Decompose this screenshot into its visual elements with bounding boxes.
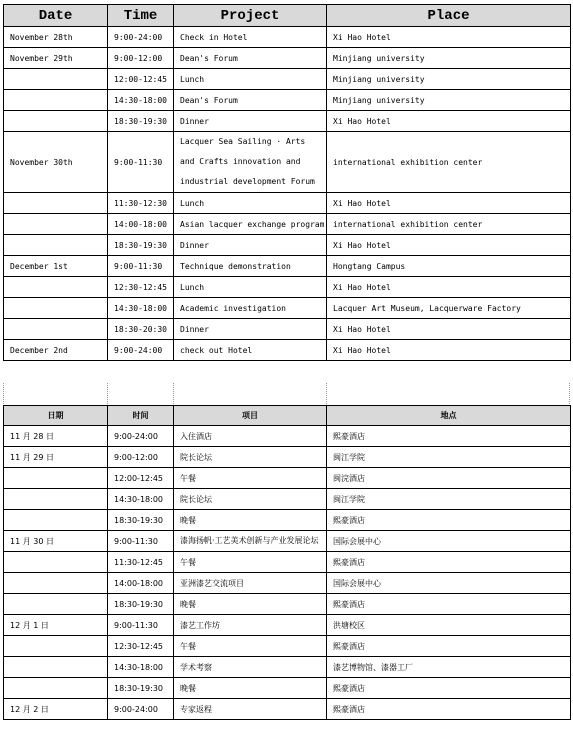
project-cell: 院长论坛 (174, 489, 327, 510)
date-cell (4, 298, 108, 319)
header-project: 项目 (174, 406, 327, 426)
date-cell (4, 636, 108, 657)
place-cell: Xi Hao Hotel (327, 235, 571, 256)
time-cell: 14:00-18:00 (108, 214, 174, 235)
project-cell: 晚餐 (174, 594, 327, 615)
table-row (4, 426, 571, 447)
table-row (4, 193, 571, 214)
table-row (4, 594, 571, 615)
header-place: Place (327, 5, 571, 27)
time-cell: 9:00-11:30 (108, 531, 174, 552)
place-cell: 熙豪酒店 (327, 678, 571, 699)
table-row (4, 510, 571, 531)
table-row (4, 615, 571, 636)
place-cell: 闽浣酒店 (327, 468, 571, 489)
place-cell: Lacquer Art Museum, Lacquerware Factory (327, 298, 571, 319)
project-cell: Lunch (174, 69, 327, 90)
date-cell (4, 573, 108, 594)
time-cell: 11:30-12:30 (108, 193, 174, 214)
table-row (4, 678, 571, 699)
table-gap (3, 383, 570, 404)
project-cell: Lacquer Sea Sailing · Arts and Crafts innovation and industrial development Forum (174, 132, 327, 193)
time-cell: 9:00-11:30 (108, 256, 174, 277)
project-cell: Check in Hotel (174, 27, 327, 48)
place-cell: Hongtang Campus (327, 256, 571, 277)
time-cell: 18:30-19:30 (108, 235, 174, 256)
project-cell: 院长论坛 (174, 447, 327, 468)
project-cell: Technique demonstration (174, 256, 327, 277)
time-cell: 9:00-24:00 (108, 699, 174, 720)
header-place: 地点 (327, 406, 571, 426)
table-row (4, 552, 571, 573)
date-cell (4, 510, 108, 531)
date-cell: December 2nd (4, 340, 108, 361)
date-cell (4, 678, 108, 699)
project-cell: Academic investigation (174, 298, 327, 319)
time-cell: 12:30-12:45 (108, 636, 174, 657)
header-date: Date (4, 5, 108, 27)
date-cell (4, 489, 108, 510)
table-row (4, 69, 571, 90)
place-cell: 熙豪酒店 (327, 594, 571, 615)
table-row (4, 657, 571, 678)
date-cell (4, 657, 108, 678)
place-cell: 闽江学院 (327, 447, 571, 468)
time-cell: 18:30-20:30 (108, 319, 174, 340)
place-cell: Xi Hao Hotel (327, 193, 571, 214)
date-cell (4, 111, 108, 132)
project-cell: 漆艺工作坊 (174, 615, 327, 636)
table-row (4, 699, 571, 720)
time-cell: 14:00-18:00 (108, 573, 174, 594)
date-cell (4, 468, 108, 489)
date-cell: November 28th (4, 27, 108, 48)
place-cell: 闽江学院 (327, 489, 571, 510)
place-cell: Minjiang university (327, 48, 571, 69)
place-cell: 国际会展中心 (327, 531, 571, 552)
chinese-schedule-table (3, 405, 571, 720)
project-cell: 专家返程 (174, 699, 327, 720)
time-cell: 18:30-19:30 (108, 111, 174, 132)
time-cell: 18:30-19:30 (108, 594, 174, 615)
time-cell: 18:30-19:30 (108, 678, 174, 699)
time-cell: 12:00-12:45 (108, 468, 174, 489)
english-schedule-table (3, 4, 571, 361)
project-cell: 晚餐 (174, 510, 327, 531)
table-row (4, 132, 571, 193)
date-cell: 12 月 1 日 (4, 615, 108, 636)
project-cell: 漆海扬帆·工艺美术创新与产业发展论坛 (174, 531, 327, 552)
project-cell: Dinner (174, 111, 327, 132)
place-cell: 熙豪酒店 (327, 426, 571, 447)
table-row (4, 447, 571, 468)
header-row (4, 5, 571, 27)
table-row (4, 298, 571, 319)
project-cell: check out Hotel (174, 340, 327, 361)
project-cell: 午餐 (174, 636, 327, 657)
project-cell: 午餐 (174, 552, 327, 573)
place-cell: Xi Hao Hotel (327, 319, 571, 340)
project-cell: Dean's Forum (174, 48, 327, 69)
date-cell (4, 319, 108, 340)
table-row (4, 531, 571, 552)
place-cell: international exhibition center (327, 132, 571, 193)
date-cell: December 1st (4, 256, 108, 277)
date-cell: November 30th (4, 132, 108, 193)
project-cell: Dean's Forum (174, 90, 327, 111)
header-time: Time (108, 5, 174, 27)
place-cell: 熙豪酒店 (327, 636, 571, 657)
header-row (4, 406, 571, 426)
table-row (4, 256, 571, 277)
time-cell: 9:00-11:30 (108, 615, 174, 636)
table-row (4, 573, 571, 594)
place-cell: international exhibition center (327, 214, 571, 235)
time-cell: 14:30-18:00 (108, 489, 174, 510)
table-row (4, 340, 571, 361)
table-row (4, 468, 571, 489)
table-row (4, 27, 571, 48)
header-project: Project (174, 5, 327, 27)
time-cell: 18:30-19:30 (108, 510, 174, 531)
date-cell: 12 月 2 日 (4, 699, 108, 720)
place-cell: Xi Hao Hotel (327, 340, 571, 361)
place-cell: Xi Hao Hotel (327, 111, 571, 132)
time-cell: 12:30-12:45 (108, 277, 174, 298)
time-cell: 9:00-11:30 (108, 132, 174, 193)
date-cell: 11 月 28 日 (4, 426, 108, 447)
table-row (4, 489, 571, 510)
project-cell: Lunch (174, 277, 327, 298)
place-cell: 漆艺博物馆、漆器工厂 (327, 657, 571, 678)
header-time: 时间 (108, 406, 174, 426)
time-cell: 14:30-18:00 (108, 657, 174, 678)
project-cell: 午餐 (174, 468, 327, 489)
place-cell: 熙豪酒店 (327, 552, 571, 573)
time-cell: 9:00-12:00 (108, 48, 174, 69)
date-cell (4, 277, 108, 298)
date-cell: 11 月 29 日 (4, 447, 108, 468)
place-cell: 熙豪酒店 (327, 510, 571, 531)
date-cell (4, 90, 108, 111)
date-cell (4, 594, 108, 615)
table-row (4, 90, 571, 111)
date-cell (4, 214, 108, 235)
project-cell: 亚洲漆艺交流项目 (174, 573, 327, 594)
date-cell (4, 552, 108, 573)
time-cell: 14:30-18:00 (108, 298, 174, 319)
table-row (4, 636, 571, 657)
place-cell: Xi Hao Hotel (327, 27, 571, 48)
place-cell: 国际会展中心 (327, 573, 571, 594)
project-cell: 入住酒店 (174, 426, 327, 447)
time-cell: 11:30-12:45 (108, 552, 174, 573)
place-cell: Minjiang university (327, 90, 571, 111)
date-cell: November 29th (4, 48, 108, 69)
project-cell: Asian lacquer exchange program (174, 214, 327, 235)
project-cell: Dinner (174, 235, 327, 256)
time-cell: 14:30-18:00 (108, 90, 174, 111)
table-row (4, 277, 571, 298)
place-cell: Minjiang university (327, 69, 571, 90)
project-cell: 学术考察 (174, 657, 327, 678)
project-cell: 晚餐 (174, 678, 327, 699)
date-cell (4, 235, 108, 256)
place-cell: 熙豪酒店 (327, 699, 571, 720)
table-row (4, 111, 571, 132)
place-cell: 洪塘校区 (327, 615, 571, 636)
table-row (4, 319, 571, 340)
date-cell: 11 月 30 日 (4, 531, 108, 552)
chinese-rows (4, 426, 571, 720)
time-cell: 9:00-24:00 (108, 426, 174, 447)
date-cell (4, 69, 108, 90)
table-row (4, 214, 571, 235)
time-cell: 9:00-12:00 (108, 447, 174, 468)
project-cell: Lunch (174, 193, 327, 214)
time-cell: 9:00-24:00 (108, 340, 174, 361)
time-cell: 12:00-12:45 (108, 69, 174, 90)
english-rows (4, 27, 571, 361)
project-cell: Dinner (174, 319, 327, 340)
place-cell: Xi Hao Hotel (327, 277, 571, 298)
header-date: 日期 (4, 406, 108, 426)
time-cell: 9:00-24:00 (108, 27, 174, 48)
date-cell (4, 193, 108, 214)
table-row (4, 235, 571, 256)
table-row (4, 48, 571, 69)
